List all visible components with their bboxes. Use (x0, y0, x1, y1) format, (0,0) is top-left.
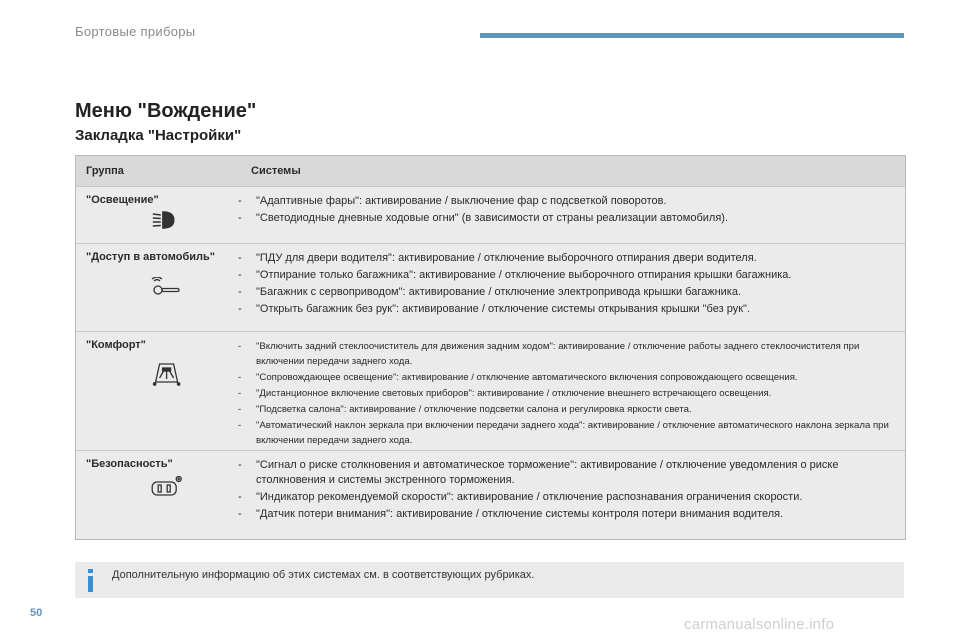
list-item: - "Дистанционное включение световых приборов": активирование / отключение внешнего встречающего освещения. (238, 388, 772, 399)
info-icon (87, 567, 95, 593)
group-cell (76, 451, 238, 539)
list-item: - "ПДУ для двери водителя": активирование / отключение выборочного отпирания двери водителя. (238, 252, 757, 264)
info-box (75, 562, 904, 598)
info-text: Дополнительную информацию об этих системах см. в соответствующих рубриках. (112, 569, 535, 581)
group-name: "Безопасность" (86, 458, 173, 470)
list-item: - "Отпирание только багажника": активирование / отключение выборочного отпирания крышки багажника. (238, 269, 792, 281)
settings-table (75, 155, 906, 540)
page-number: 50 (30, 607, 43, 619)
list-item: - "Датчик потери внимания": активирование / отключение системы контроля потери внимания водителя. (238, 508, 784, 520)
table-header (76, 156, 905, 186)
table-row (76, 331, 905, 450)
list-item: - "Адаптивные фары": активирование / выключение фар с подсветкой поворотов. (238, 195, 667, 207)
systems-cell (238, 451, 905, 539)
group-cell (76, 187, 238, 243)
group-cell (76, 332, 238, 450)
car-safety-icon (150, 476, 184, 505)
watermark: carmanualsonline.info (684, 616, 835, 633)
group-name: "Освещение" (86, 194, 159, 206)
list-item: - "Светодиодные дневные ходовые огни" (в зависимости от страны реализации автомобиля). (238, 212, 729, 224)
group-name: "Доступ в автомобиль" (86, 251, 215, 263)
section-header: Бортовые приборы (75, 24, 196, 39)
table-row (76, 450, 905, 539)
systems-cell (238, 332, 905, 450)
headlight-icon (152, 209, 178, 236)
interior-light-icon (151, 360, 183, 391)
group-cell (76, 244, 238, 331)
table-row (76, 243, 905, 331)
header-bar (480, 33, 904, 38)
page-title: Меню "Вождение" (75, 100, 257, 122)
systems-cell (238, 244, 905, 331)
group-name: "Комфорт" (86, 339, 146, 351)
list-item: - "Автоматический наклон зеркала при включении передачи заднего хода": активирование / отключение автоматического наклона зеркала при включении передачи заднего хода. (238, 420, 889, 446)
table-row (76, 186, 905, 243)
list-item: - "Багажник с сервоприводом": активирование / отключение электропривода крышки багажника. (238, 286, 742, 298)
list-item: - "Индикатор рекомендуемой скорости": активирование / отключение распознавания ограничения скорости. (238, 491, 803, 503)
list-item: - "Подсветка салона": активирование / отключение подсветки салона и регулировка яркости света. (238, 404, 692, 415)
column-header-group: Группа (86, 165, 124, 177)
list-item: - "Сопровождающее освещение": активирование / отключение автоматического включения сопровождающего освещения. (238, 372, 798, 383)
list-item: - "Сигнал о риске столкновения и автоматическое торможение": активирование / отключение уведомления о риске столкновения и системы экстренного торможения. (238, 459, 839, 486)
list-item: - "Включить задний стеклоочиститель для движения задним ходом": активирование / отключение работы заднего стеклоочистителя при включении передачи заднего хода. (238, 341, 860, 367)
list-item: - "Открыть багажник без рук": активирование / отключение системы открывания крышки "без рук". (238, 303, 750, 315)
column-header-systems: Системы (251, 165, 301, 177)
systems-cell (238, 187, 905, 243)
page-subtitle: Закладка "Настройки" (75, 127, 242, 144)
key-icon (151, 277, 181, 304)
